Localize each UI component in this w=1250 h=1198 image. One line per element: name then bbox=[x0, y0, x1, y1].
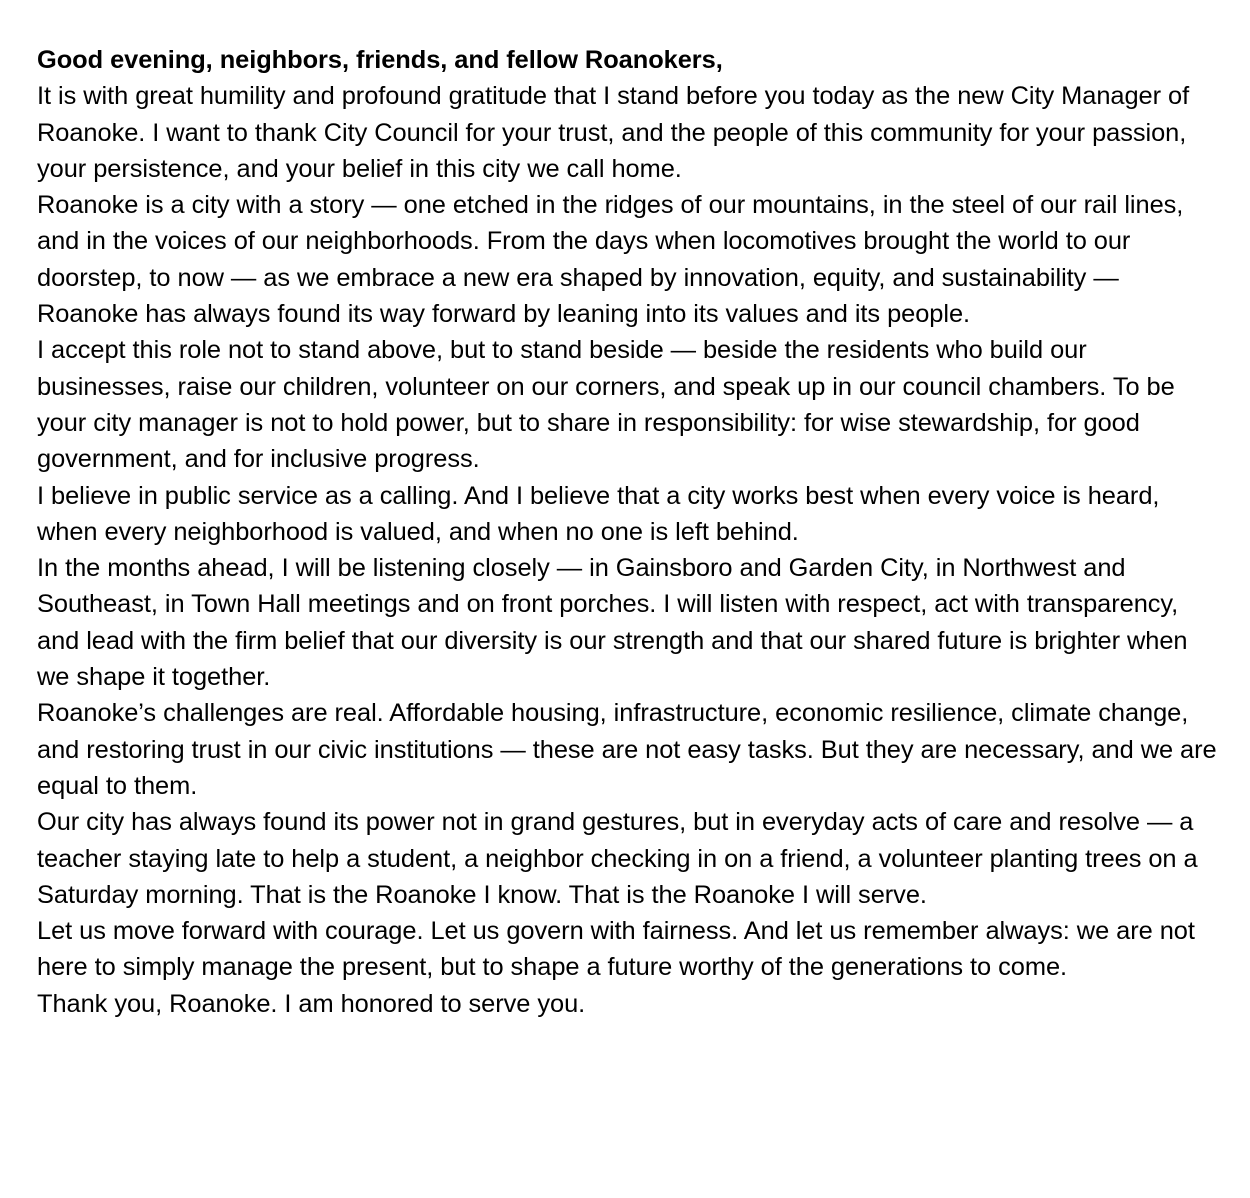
paragraph-public-service: I believe in public service as a calling. And I believe that a city works best when every voice is heard, when every neighborhood is valued, and when no one is left behind. bbox=[37, 481, 1160, 546]
paragraph-stand-beside: I accept this role not to stand above, but to stand beside — beside the residents who build our businesses, raise our children, volunteer on our corners, and speak up in our council chambers. To be your city manager is not to hold power, but to share in responsibility: for wise stewardship, for good government, and for inclusive progress. bbox=[37, 336, 1175, 474]
paragraph-thank-you: Thank you, Roanoke. I am honored to serve you. bbox=[37, 989, 586, 1018]
paragraph-everyday-acts: Our city has always found its power not in grand gestures, but in everyday acts of care and resolve — a teacher staying late to help a student, a neighbor checking in on a friend, a volunteer planting trees on a Saturday morning. That is the Roanoke I know. That is the Roanoke I will serve. bbox=[37, 808, 1198, 909]
speech-document bbox=[37, 42, 1217, 1022]
paragraph-gratitude: It is with great humility and profound gratitude that I stand before you today as the new City Manager of Roanoke. I want to thank City Council for your trust, and the people of this community for your passion, your persistence, and your belief in this city we call home. bbox=[37, 82, 1190, 183]
paragraph-move-forward: Let us move forward with courage. Let us govern with fairness. And let us remember always: we are not here to simply manage the present, but to shape a future worthy of the generations to come. bbox=[37, 917, 1195, 982]
paragraph-listening: In the months ahead, I will be listening closely — in Gainsboro and Garden City, in Northwest and Southeast, in Town Hall meetings and on front porches. I will listen with respect, act with transparency, and lead with the firm belief that our diversity is our strength and that our shared future is brighter when we shape it together. bbox=[37, 554, 1188, 692]
greeting-heading: Good evening, neighbors, friends, and fellow Roanokers, bbox=[37, 46, 723, 74]
paragraph-challenges: Roanoke’s challenges are real. Affordable housing, infrastructure, economic resilience, climate change, and restoring trust in our civic institutions — these are not easy tasks. But they are necessary, and we are equal to them. bbox=[37, 699, 1217, 800]
paragraph-city-story: Roanoke is a city with a story — one etched in the ridges of our mountains, in the steel of our rail lines, and in the voices of our neighborhoods. From the days when locomotives brought the world to our doorstep, to now — as we embrace a new era shaped by innovation, equity, and sustainability — Roanoke has always found its way forward by leaning into its values and its people. bbox=[37, 191, 1184, 329]
